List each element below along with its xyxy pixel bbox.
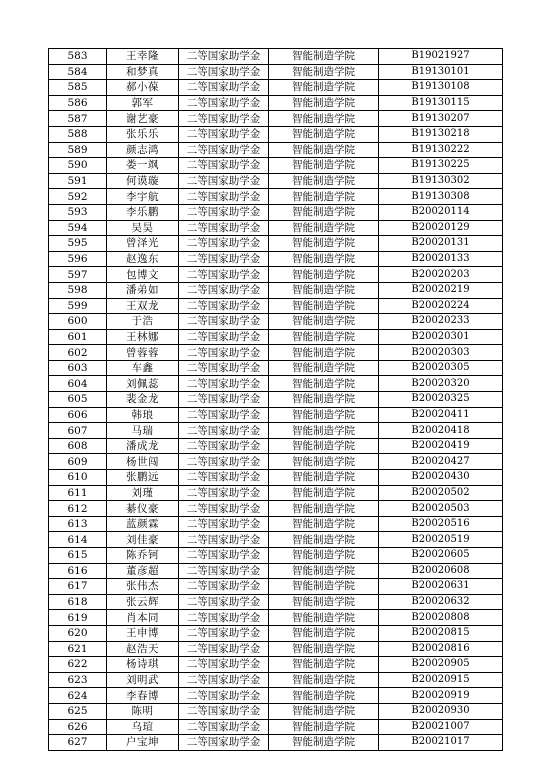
row-index-cell: 615 xyxy=(49,548,107,564)
college-name-cell: 智能制造学院 xyxy=(269,407,379,423)
college-name-cell: 智能制造学院 xyxy=(269,454,379,470)
table-row xyxy=(49,501,503,517)
row-index-cell: 616 xyxy=(49,563,107,579)
table-row xyxy=(49,204,503,220)
student-id-cell: B20020203 xyxy=(379,267,503,283)
award-type-cell: 二等国家助学金 xyxy=(179,49,269,65)
student-name-cell: 张鹏远 xyxy=(107,470,179,486)
student-id-cell: B20020919 xyxy=(379,688,503,704)
award-type-cell: 二等国家助学金 xyxy=(179,189,269,205)
table-row xyxy=(49,438,503,454)
college-name-cell: 智能制造学院 xyxy=(269,282,379,298)
student-id-cell: B20020516 xyxy=(379,516,503,532)
college-name-cell: 智能制造学院 xyxy=(269,329,379,345)
student-id-cell: B20020427 xyxy=(379,454,503,470)
college-name-cell: 智能制造学院 xyxy=(269,501,379,517)
college-name-cell: 智能制造学院 xyxy=(269,594,379,610)
award-type-cell: 二等国家助学金 xyxy=(179,251,269,267)
college-name-cell: 智能制造学院 xyxy=(269,672,379,688)
student-id-cell: B20021007 xyxy=(379,719,503,735)
row-index-cell: 608 xyxy=(49,438,107,454)
award-type-cell: 二等国家助学金 xyxy=(179,688,269,704)
college-name-cell: 智能制造学院 xyxy=(269,360,379,376)
college-name-cell: 智能制造学院 xyxy=(269,251,379,267)
table-row xyxy=(49,329,503,345)
student-name-cell: 吴昊 xyxy=(107,220,179,236)
row-index-cell: 592 xyxy=(49,189,107,205)
student-name-cell: 张云辉 xyxy=(107,594,179,610)
student-id-cell: B20020808 xyxy=(379,610,503,626)
table-row xyxy=(49,345,503,361)
college-name-cell: 智能制造学院 xyxy=(269,625,379,641)
student-name-cell: 马瑞 xyxy=(107,423,179,439)
student-name-cell: 潘弟如 xyxy=(107,282,179,298)
college-name-cell: 智能制造学院 xyxy=(269,376,379,392)
row-index-cell: 627 xyxy=(49,735,107,751)
student-name-cell: 曾泽光 xyxy=(107,236,179,252)
table-body xyxy=(49,49,503,751)
student-name-cell: 綦仪豪 xyxy=(107,501,179,517)
college-name-cell: 智能制造学院 xyxy=(269,49,379,65)
student-id-cell: B20020502 xyxy=(379,485,503,501)
table-row xyxy=(49,703,503,719)
student-name-cell: 于浩 xyxy=(107,314,179,330)
row-index-cell: 611 xyxy=(49,485,107,501)
college-name-cell: 智能制造学院 xyxy=(269,126,379,142)
college-name-cell: 智能制造学院 xyxy=(269,314,379,330)
row-index-cell: 587 xyxy=(49,111,107,127)
college-name-cell: 智能制造学院 xyxy=(269,111,379,127)
table-row xyxy=(49,158,503,174)
award-type-cell: 二等国家助学金 xyxy=(179,470,269,486)
table-row xyxy=(49,282,503,298)
table-row xyxy=(49,610,503,626)
award-type-cell: 二等国家助学金 xyxy=(179,454,269,470)
college-name-cell: 智能制造学院 xyxy=(269,298,379,314)
award-type-cell: 二等国家助学金 xyxy=(179,516,269,532)
table-row xyxy=(49,64,503,80)
row-index-cell: 589 xyxy=(49,142,107,158)
student-name-cell: 杨诗琪 xyxy=(107,657,179,673)
college-name-cell: 智能制造学院 xyxy=(269,548,379,564)
college-name-cell: 智能制造学院 xyxy=(269,735,379,751)
award-type-cell: 二等国家助学金 xyxy=(179,314,269,330)
award-type-cell: 二等国家助学金 xyxy=(179,376,269,392)
award-type-cell: 二等国家助学金 xyxy=(179,610,269,626)
student-id-cell: B19130218 xyxy=(379,126,503,142)
row-index-cell: 613 xyxy=(49,516,107,532)
table-row xyxy=(49,267,503,283)
student-id-cell: B20020411 xyxy=(379,407,503,423)
college-name-cell: 智能制造学院 xyxy=(269,610,379,626)
student-id-cell: B19130108 xyxy=(379,80,503,96)
award-type-cell: 二等国家助学金 xyxy=(179,703,269,719)
award-type-cell: 二等国家助学金 xyxy=(179,641,269,657)
student-name-cell: 颜志鸿 xyxy=(107,142,179,158)
student-id-cell: B20020816 xyxy=(379,641,503,657)
row-index-cell: 588 xyxy=(49,126,107,142)
table-row xyxy=(49,485,503,501)
award-type-cell: 二等国家助学金 xyxy=(179,438,269,454)
student-name-cell: 潘成龙 xyxy=(107,438,179,454)
student-name-cell: 刘明武 xyxy=(107,672,179,688)
row-index-cell: 601 xyxy=(49,329,107,345)
student-id-cell: B20020303 xyxy=(379,345,503,361)
award-type-cell: 二等国家助学金 xyxy=(179,173,269,189)
table-row xyxy=(49,251,503,267)
table-row xyxy=(49,594,503,610)
row-index-cell: 599 xyxy=(49,298,107,314)
student-id-cell: B19130302 xyxy=(379,173,503,189)
college-name-cell: 智能制造学院 xyxy=(269,423,379,439)
row-index-cell: 584 xyxy=(49,64,107,80)
table-row xyxy=(49,532,503,548)
table-row xyxy=(49,173,503,189)
student-name-cell: 刘佩蕊 xyxy=(107,376,179,392)
student-id-cell: B20020815 xyxy=(379,625,503,641)
scholarship-list-table xyxy=(48,48,503,751)
college-name-cell: 智能制造学院 xyxy=(269,158,379,174)
row-index-cell: 602 xyxy=(49,345,107,361)
college-name-cell: 智能制造学院 xyxy=(269,220,379,236)
student-name-cell: 曾蓉蓉 xyxy=(107,345,179,361)
student-id-cell: B19021927 xyxy=(379,49,503,65)
student-name-cell: 赵逸东 xyxy=(107,251,179,267)
award-type-cell: 二等国家助学金 xyxy=(179,64,269,80)
student-id-cell: B19130207 xyxy=(379,111,503,127)
table-row xyxy=(49,126,503,142)
award-type-cell: 二等国家助学金 xyxy=(179,485,269,501)
student-name-cell: 何谟璇 xyxy=(107,173,179,189)
table-row xyxy=(49,470,503,486)
award-type-cell: 二等国家助学金 xyxy=(179,672,269,688)
student-id-cell: B20020325 xyxy=(379,392,503,408)
student-name-cell: 谢艺豪 xyxy=(107,111,179,127)
student-id-cell: B20020233 xyxy=(379,314,503,330)
award-type-cell: 二等国家助学金 xyxy=(179,111,269,127)
row-index-cell: 603 xyxy=(49,360,107,376)
student-id-cell: B20020631 xyxy=(379,579,503,595)
college-name-cell: 智能制造学院 xyxy=(269,204,379,220)
student-name-cell: 李宇航 xyxy=(107,189,179,205)
college-name-cell: 智能制造学院 xyxy=(269,703,379,719)
row-index-cell: 626 xyxy=(49,719,107,735)
student-id-cell: B20020305 xyxy=(379,360,503,376)
student-name-cell: 王林娜 xyxy=(107,329,179,345)
row-index-cell: 621 xyxy=(49,641,107,657)
student-id-cell: B20020418 xyxy=(379,423,503,439)
college-name-cell: 智能制造学院 xyxy=(269,236,379,252)
table-row xyxy=(49,49,503,65)
student-name-cell: 肖本同 xyxy=(107,610,179,626)
student-id-cell: B20020133 xyxy=(379,251,503,267)
student-name-cell: 赵浩天 xyxy=(107,641,179,657)
student-name-cell: 娄一飒 xyxy=(107,158,179,174)
table-row xyxy=(49,454,503,470)
student-id-cell: B20021017 xyxy=(379,735,503,751)
student-name-cell: 韩琅 xyxy=(107,407,179,423)
award-type-cell: 二等国家助学金 xyxy=(179,392,269,408)
row-index-cell: 605 xyxy=(49,392,107,408)
college-name-cell: 智能制造学院 xyxy=(269,95,379,111)
student-name-cell: 陈乔钶 xyxy=(107,548,179,564)
row-index-cell: 585 xyxy=(49,80,107,96)
college-name-cell: 智能制造学院 xyxy=(269,641,379,657)
table-row xyxy=(49,657,503,673)
student-id-cell: B20020605 xyxy=(379,548,503,564)
college-name-cell: 智能制造学院 xyxy=(269,719,379,735)
table-row xyxy=(49,298,503,314)
table-row xyxy=(49,95,503,111)
award-type-cell: 二等国家助学金 xyxy=(179,158,269,174)
college-name-cell: 智能制造学院 xyxy=(269,173,379,189)
student-id-cell: B19130115 xyxy=(379,95,503,111)
student-id-cell: B19130225 xyxy=(379,158,503,174)
row-index-cell: 606 xyxy=(49,407,107,423)
award-type-cell: 二等国家助学金 xyxy=(179,657,269,673)
student-id-cell: B19130101 xyxy=(379,64,503,80)
student-name-cell: 户宝坤 xyxy=(107,735,179,751)
row-index-cell: 623 xyxy=(49,672,107,688)
table-row xyxy=(49,423,503,439)
college-name-cell: 智能制造学院 xyxy=(269,470,379,486)
student-name-cell: 车鑫 xyxy=(107,360,179,376)
award-type-cell: 二等国家助学金 xyxy=(179,423,269,439)
award-type-cell: 二等国家助学金 xyxy=(179,625,269,641)
table-row xyxy=(49,719,503,735)
table-row xyxy=(49,625,503,641)
row-index-cell: 604 xyxy=(49,376,107,392)
award-type-cell: 二等国家助学金 xyxy=(179,719,269,735)
award-type-cell: 二等国家助学金 xyxy=(179,282,269,298)
table-row xyxy=(49,579,503,595)
table-row xyxy=(49,392,503,408)
award-type-cell: 二等国家助学金 xyxy=(179,298,269,314)
college-name-cell: 智能制造学院 xyxy=(269,688,379,704)
table-row xyxy=(49,516,503,532)
student-name-cell: 刘瑾 xyxy=(107,485,179,501)
table-row xyxy=(49,189,503,205)
award-type-cell: 二等国家助学金 xyxy=(179,735,269,751)
row-index-cell: 583 xyxy=(49,49,107,65)
student-id-cell: B20020301 xyxy=(379,329,503,345)
student-name-cell: 裴金龙 xyxy=(107,392,179,408)
college-name-cell: 智能制造学院 xyxy=(269,80,379,96)
student-name-cell: 董彦超 xyxy=(107,563,179,579)
award-type-cell: 二等国家助学金 xyxy=(179,80,269,96)
table-row xyxy=(49,376,503,392)
award-type-cell: 二等国家助学金 xyxy=(179,407,269,423)
student-id-cell: B20020320 xyxy=(379,376,503,392)
student-name-cell: 李乐鹏 xyxy=(107,204,179,220)
table-row xyxy=(49,641,503,657)
award-type-cell: 二等国家助学金 xyxy=(179,563,269,579)
award-type-cell: 二等国家助学金 xyxy=(179,204,269,220)
award-type-cell: 二等国家助学金 xyxy=(179,267,269,283)
student-name-cell: 王双龙 xyxy=(107,298,179,314)
student-id-cell: B20020224 xyxy=(379,298,503,314)
table-row xyxy=(49,314,503,330)
student-name-cell: 包博文 xyxy=(107,267,179,283)
award-type-cell: 二等国家助学金 xyxy=(179,548,269,564)
table-row xyxy=(49,735,503,751)
college-name-cell: 智能制造学院 xyxy=(269,579,379,595)
row-index-cell: 597 xyxy=(49,267,107,283)
award-type-cell: 二等国家助学金 xyxy=(179,345,269,361)
row-index-cell: 612 xyxy=(49,501,107,517)
student-id-cell: B20020114 xyxy=(379,204,503,220)
award-type-cell: 二等国家助学金 xyxy=(179,532,269,548)
student-id-cell: B20020131 xyxy=(379,236,503,252)
row-index-cell: 595 xyxy=(49,236,107,252)
student-name-cell: 陈明 xyxy=(107,703,179,719)
row-index-cell: 622 xyxy=(49,657,107,673)
student-id-cell: B20020519 xyxy=(379,532,503,548)
college-name-cell: 智能制造学院 xyxy=(269,392,379,408)
college-name-cell: 智能制造学院 xyxy=(269,532,379,548)
award-type-cell: 二等国家助学金 xyxy=(179,220,269,236)
student-name-cell: 乌瑄 xyxy=(107,719,179,735)
table-row xyxy=(49,220,503,236)
student-name-cell: 和梦真 xyxy=(107,64,179,80)
award-type-cell: 二等国家助学金 xyxy=(179,126,269,142)
student-name-cell: 郝小葆 xyxy=(107,80,179,96)
row-index-cell: 625 xyxy=(49,703,107,719)
award-type-cell: 二等国家助学金 xyxy=(179,594,269,610)
student-name-cell: 王幸隆 xyxy=(107,49,179,65)
student-name-cell: 郭军 xyxy=(107,95,179,111)
table-row xyxy=(49,111,503,127)
award-type-cell: 二等国家助学金 xyxy=(179,501,269,517)
student-id-cell: B20020430 xyxy=(379,470,503,486)
table-row xyxy=(49,236,503,252)
table-row xyxy=(49,688,503,704)
row-index-cell: 617 xyxy=(49,579,107,595)
college-name-cell: 智能制造学院 xyxy=(269,189,379,205)
row-index-cell: 614 xyxy=(49,532,107,548)
college-name-cell: 智能制造学院 xyxy=(269,267,379,283)
college-name-cell: 智能制造学院 xyxy=(269,438,379,454)
award-type-cell: 二等国家助学金 xyxy=(179,95,269,111)
student-id-cell: B20020930 xyxy=(379,703,503,719)
row-index-cell: 590 xyxy=(49,158,107,174)
college-name-cell: 智能制造学院 xyxy=(269,516,379,532)
row-index-cell: 610 xyxy=(49,470,107,486)
college-name-cell: 智能制造学院 xyxy=(269,657,379,673)
student-name-cell: 李春博 xyxy=(107,688,179,704)
row-index-cell: 594 xyxy=(49,220,107,236)
row-index-cell: 609 xyxy=(49,454,107,470)
student-id-cell: B20020503 xyxy=(379,501,503,517)
college-name-cell: 智能制造学院 xyxy=(269,345,379,361)
award-type-cell: 二等国家助学金 xyxy=(179,579,269,595)
row-index-cell: 600 xyxy=(49,314,107,330)
student-id-cell: B20020219 xyxy=(379,282,503,298)
student-id-cell: B19130308 xyxy=(379,189,503,205)
student-name-cell: 张伟杰 xyxy=(107,579,179,595)
student-id-cell: B19130222 xyxy=(379,142,503,158)
table-row xyxy=(49,360,503,376)
student-id-cell: B20020915 xyxy=(379,672,503,688)
table-row xyxy=(49,142,503,158)
award-type-cell: 二等国家助学金 xyxy=(179,142,269,158)
table-row xyxy=(49,80,503,96)
table-row xyxy=(49,672,503,688)
row-index-cell: 591 xyxy=(49,173,107,189)
table-row xyxy=(49,407,503,423)
student-id-cell: B20020129 xyxy=(379,220,503,236)
college-name-cell: 智能制造学院 xyxy=(269,485,379,501)
student-id-cell: B20020632 xyxy=(379,594,503,610)
student-id-cell: B20020905 xyxy=(379,657,503,673)
student-id-cell: B20020419 xyxy=(379,438,503,454)
row-index-cell: 607 xyxy=(49,423,107,439)
row-index-cell: 620 xyxy=(49,625,107,641)
table-row xyxy=(49,548,503,564)
row-index-cell: 618 xyxy=(49,594,107,610)
student-name-cell: 杨世闯 xyxy=(107,454,179,470)
student-name-cell: 刘佳豪 xyxy=(107,532,179,548)
college-name-cell: 智能制造学院 xyxy=(269,64,379,80)
row-index-cell: 596 xyxy=(49,251,107,267)
student-name-cell: 蓝颜霖 xyxy=(107,516,179,532)
award-type-cell: 二等国家助学金 xyxy=(179,329,269,345)
student-name-cell: 王申博 xyxy=(107,625,179,641)
row-index-cell: 598 xyxy=(49,282,107,298)
row-index-cell: 593 xyxy=(49,204,107,220)
row-index-cell: 624 xyxy=(49,688,107,704)
award-type-cell: 二等国家助学金 xyxy=(179,360,269,376)
row-index-cell: 619 xyxy=(49,610,107,626)
table-row xyxy=(49,563,503,579)
college-name-cell: 智能制造学院 xyxy=(269,142,379,158)
award-type-cell: 二等国家助学金 xyxy=(179,236,269,252)
student-name-cell: 张乐乐 xyxy=(107,126,179,142)
row-index-cell: 586 xyxy=(49,95,107,111)
student-id-cell: B20020608 xyxy=(379,563,503,579)
college-name-cell: 智能制造学院 xyxy=(269,563,379,579)
